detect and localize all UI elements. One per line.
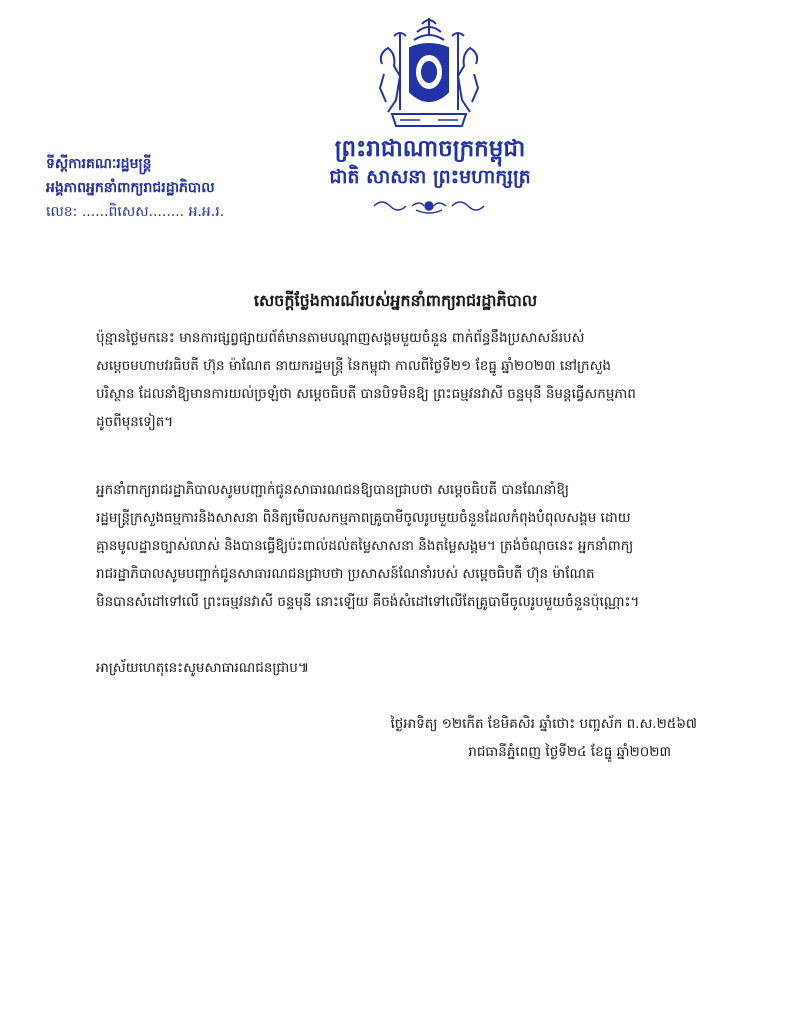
paragraph-3 bbox=[96, 654, 736, 682]
kingdom-name: ព្រះរាជាណាចក្រកម្ពុជា bbox=[334, 135, 526, 162]
issuing-office bbox=[46, 152, 346, 224]
paragraph-line: គ្មានមូលដ្ឋានច្បាស់លាស់ និងបានធ្វើឱ្យប៉ះពាល់ដល់តម្លៃសាសនា និងតម្លៃសង្គម។ ត្រង់ចំណុចនេះ អ្នកនាំពាក្យ bbox=[96, 538, 634, 554]
paragraph-line: សម្តេចមហាបវរធិបតី ហ៊ុន ម៉ាណែត នាយករដ្ឋមន្ត្រី នៃកម្ពុជា កាលពីថ្ងៃទី២១ ខែធ្នូ ឆ្នាំ២០២៣ នៅក្រសួង bbox=[96, 358, 612, 374]
lunar-date: ថ្ងៃអាទិត្យ ១២កើត ខែមិគសិរ ឆ្នាំថោះ បញ្ចស័ក ព.ស.២៥៦៧ bbox=[390, 716, 697, 732]
paragraph-2 bbox=[96, 476, 736, 616]
royal-arms-of-cambodia-icon bbox=[370, 14, 488, 134]
national-motto: ជាតិ សាសនា ព្រះមហាក្សត្រ bbox=[329, 166, 531, 188]
paragraph-line: អ្នកនាំពាក្យរាជរដ្ឋាភិបាលសូមបញ្ជាក់ជូនសាធារណជនឱ្យបានជ្រាបថា សម្តេចធិបតី បានណែនាំឱ្យ bbox=[96, 482, 569, 498]
paragraph-1 bbox=[96, 324, 736, 436]
decorative-divider-icon bbox=[368, 196, 490, 216]
office-ministry: ទីស្តីការគណៈរដ្ឋមន្ត្រី bbox=[46, 156, 152, 172]
paragraph-line: ប៉ុន្មានថ្ងៃមកនេះ មានការផ្សព្វផ្សាយព័ត៌មានតាមបណ្តាញសង្គមមួយចំនួន ពាក់ព័ន្ធនឹងប្រសាសន៍របស់ bbox=[96, 330, 585, 346]
paragraph-line: អាស្រ័យហេតុនេះសូមសាធារណជនជ្រាប៕ bbox=[96, 660, 310, 676]
paragraph-line: បរិស្ថាន ដែលនាំឱ្យមានការយល់ច្រឡំថា សម្តេចធិបតី បានបិទមិនឱ្យ ព្រះធម្មវនវាសី ចន្ទមុនី និមន្តធ្វើសកម្មភាព bbox=[96, 386, 636, 402]
paragraph-line: ដូចពីមុនទៀត។ bbox=[96, 414, 174, 430]
place-and-date: រាជធានីភ្នំពេញ ថ្ងៃទី២៤ ខែធ្នូ ឆ្នាំ២០២៣ bbox=[468, 744, 671, 760]
paragraph-line: រដ្ឋមន្ត្រីក្រសួងធម្មការនិងសាសនា ពិនិត្យមើលសកម្មភាពគ្រូបាមីចូលរូបមួយចំនួនដែលកំពុងបំពុលសង្គម ដោយ bbox=[96, 510, 631, 526]
office-unit: អង្គភាពអ្នកនាំពាក្យរាជរដ្ឋាភិបាល bbox=[46, 180, 215, 196]
paragraph-line: មិនបានសំដៅទៅលើ ព្រះធម្មវនវាសី ចន្ទមុនី នោះឡើយ គឺចង់សំដៅទៅលើតែគ្រូបាមីចូលរូបមួយចំនួនប៉ុណ្ណោះ។ bbox=[96, 594, 640, 610]
reference-number: លេខ: ......ពិសេស........ អ.អ.រ. bbox=[46, 204, 225, 220]
paragraph-line: រាជរដ្ឋាភិបាលសូមបញ្ជាក់ជូនសាធារណជនជ្រាបថា ប្រសាសន៍ណែនាំរបស់ សម្តេចធិបតី ហ៊ុន ម៉ាណែត bbox=[96, 566, 595, 582]
statement-title: សេចក្តីថ្លែងការណ៍របស់អ្នកនាំពាក្យរាជរដ្ឋាភិបាល bbox=[253, 291, 538, 310]
